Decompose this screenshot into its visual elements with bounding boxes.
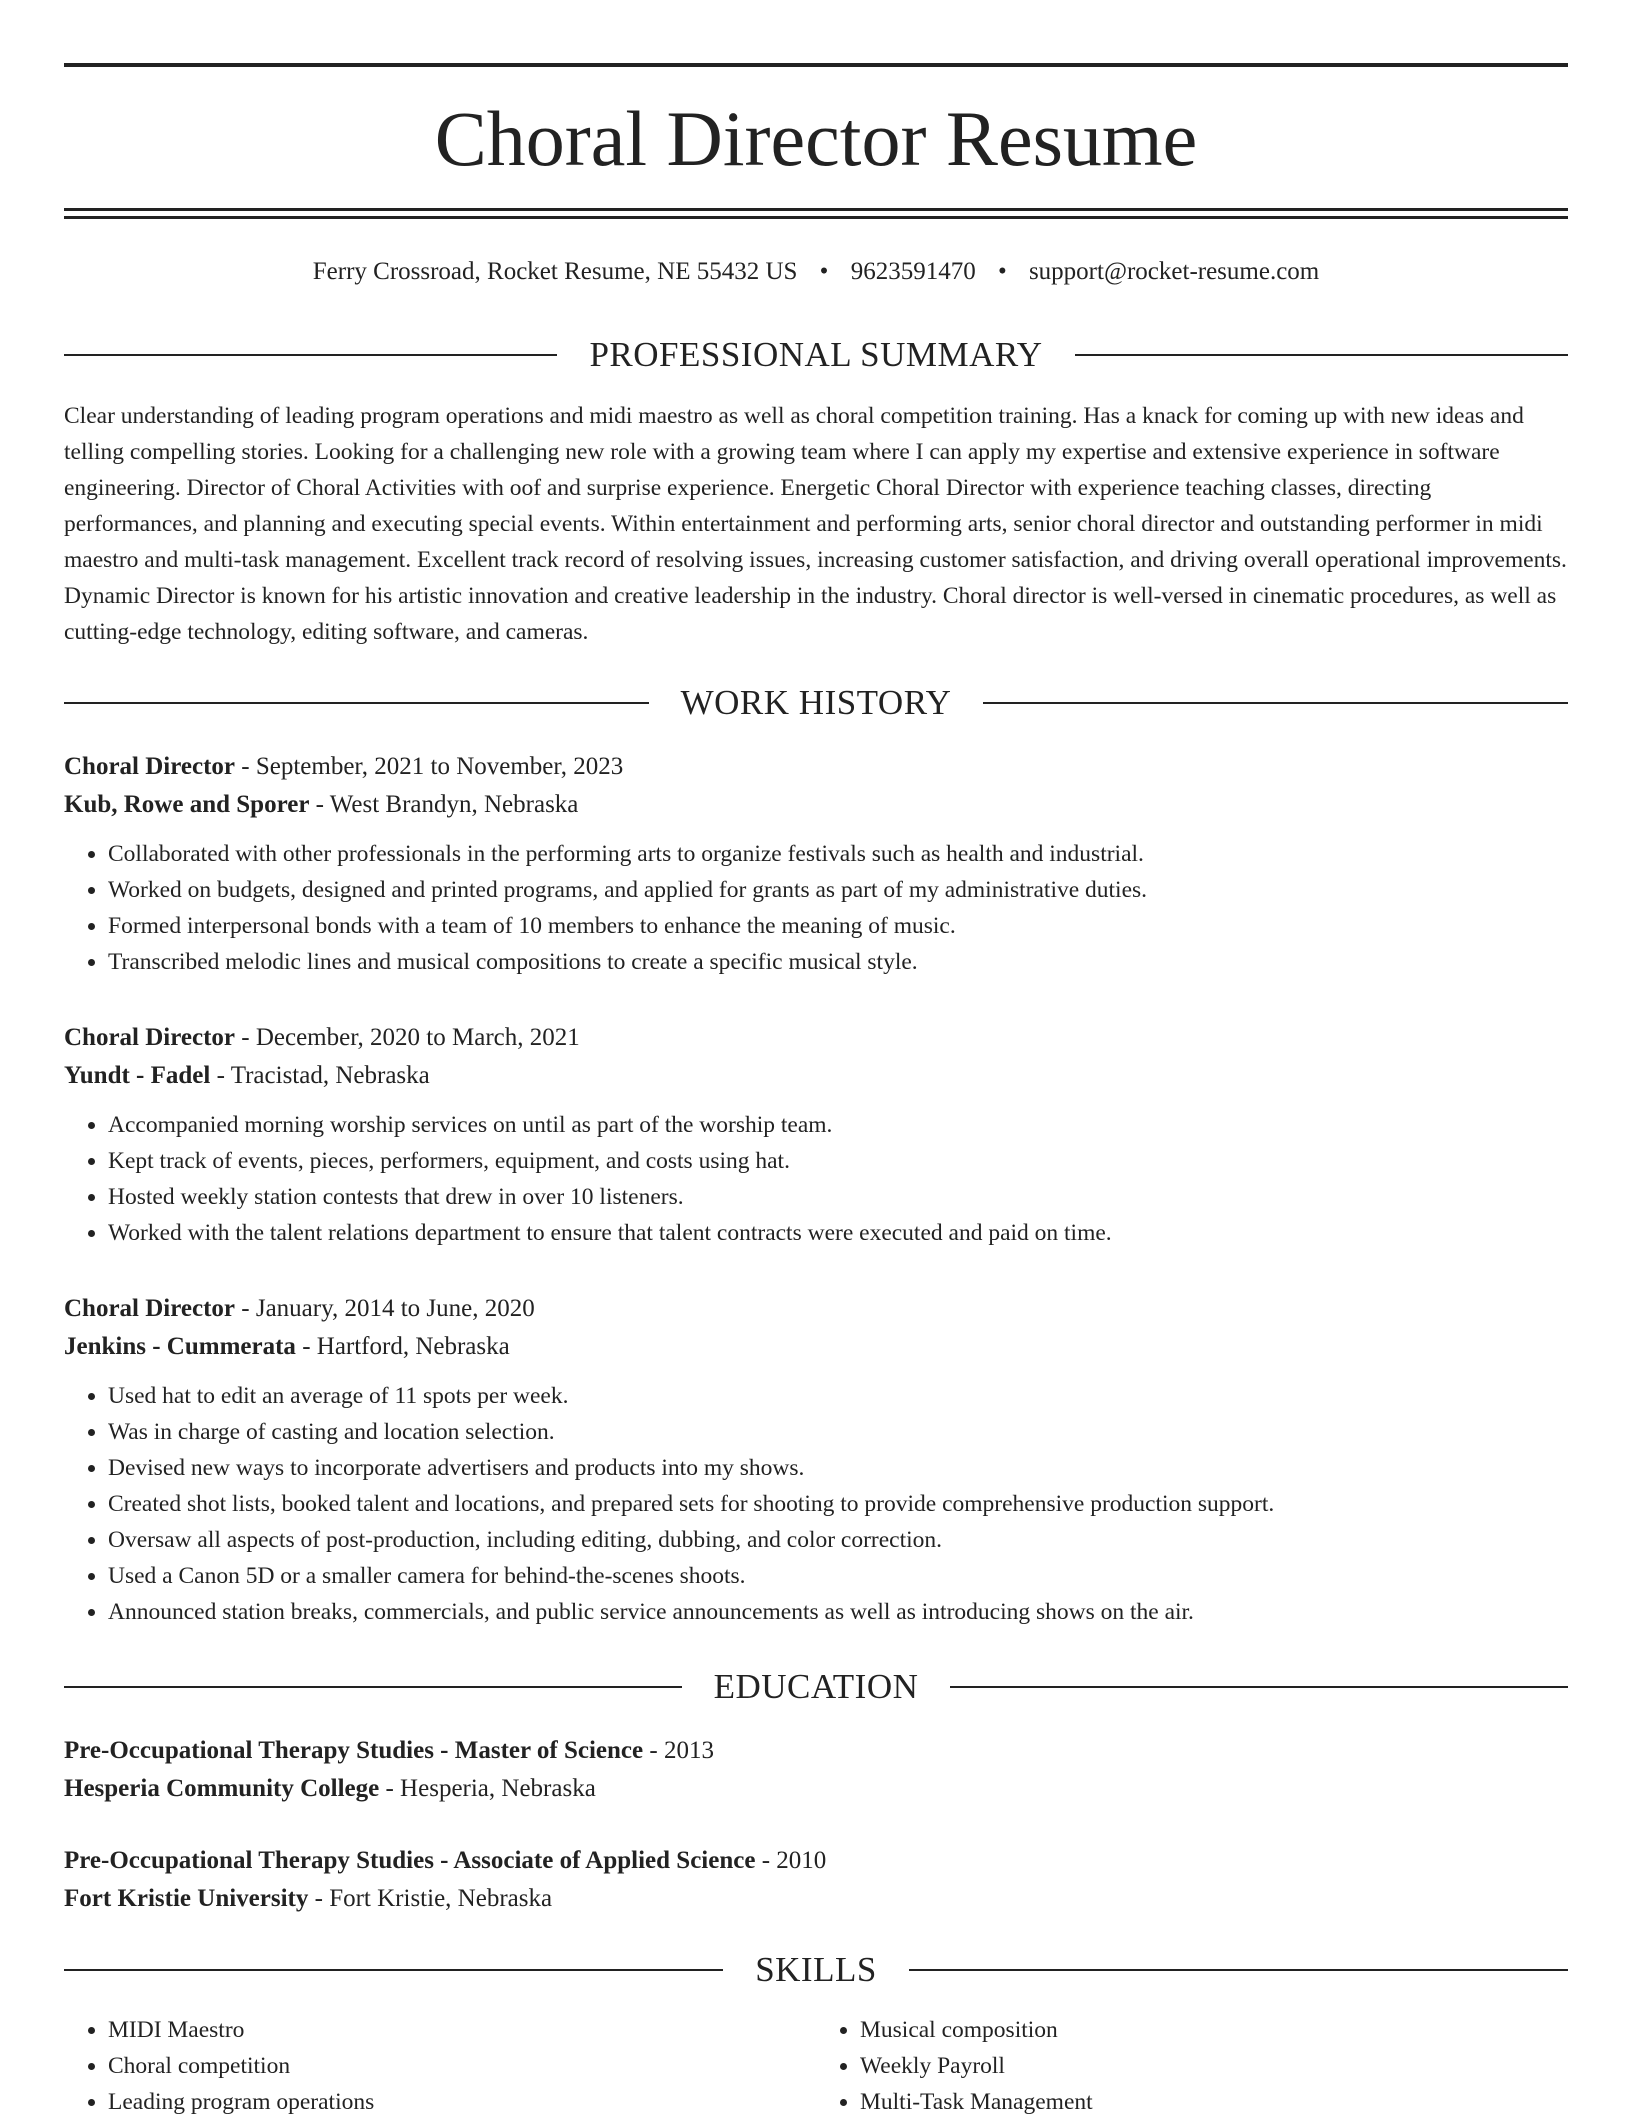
heading-rule <box>909 1969 1568 1971</box>
list-item: • Used a Canon 5D or a smaller camera for behind-the-scenes shoots. <box>108 1558 1568 1594</box>
job-company-line <box>64 1328 1568 1366</box>
double-rule <box>64 208 1568 219</box>
section-title: EDUCATION <box>713 1667 919 1706</box>
skills-column-right <box>816 2012 1568 2120</box>
education-degree-line <box>64 1732 1568 1770</box>
contact-address: Ferry Crossroad, Rocket Resume, NE 55432 US <box>312 258 798 285</box>
job-title-line <box>64 748 1568 786</box>
list-item: • Accompanied morning worship services on until as part of the worship team. <box>108 1107 1568 1143</box>
job-bullets <box>64 1107 1568 1251</box>
education-school-line <box>64 1770 1568 1808</box>
section-title: PROFESSIONAL SUMMARY <box>589 335 1043 374</box>
list-item: • Transcribed melodic lines and musical compositions to create a specific musical style. <box>108 944 1568 980</box>
job-company: Yundt - Fadel <box>64 1062 211 1089</box>
job-location: - West Brandyn, Nebraska <box>309 791 579 818</box>
education-year: - 2013 <box>643 1737 714 1764</box>
list-item: • Was in charge of casting and location selection. <box>108 1414 1568 1450</box>
list-item: • Used hat to edit an average of 11 spots per week. <box>108 1378 1568 1414</box>
contact-line <box>64 254 1568 290</box>
education-entry <box>64 1842 1568 1918</box>
contact-phone: 9623591470 <box>850 258 976 285</box>
skill-item: • Multi-Task Management <box>860 2084 1568 2120</box>
list-item: • Devised new ways to incorporate advertisers and products into my shows. <box>108 1450 1568 1486</box>
section-heading-skills <box>64 1948 1568 1992</box>
education-year: - 2010 <box>755 1847 827 1874</box>
job-role: Choral Director <box>64 753 236 780</box>
list-item: • Formed interpersonal bonds with a team of 10 members to enhance the meaning of music. <box>108 908 1568 944</box>
job-entry <box>64 748 1568 980</box>
skill-item: • Musical composition <box>860 2012 1568 2048</box>
section-title: SKILLS <box>755 1950 877 1989</box>
job-company-line <box>64 786 1568 824</box>
section-heading-summary <box>64 333 1568 377</box>
heading-rule <box>64 1969 723 1971</box>
list-item: • Collaborated with other professionals in the performing arts to organize festivals such as health and industrial. <box>108 836 1568 872</box>
contact-email: support@rocket-resume.com <box>1028 258 1320 285</box>
education-degree: Pre-Occupational Therapy Studies - Master of Science <box>64 1737 644 1764</box>
skills-list <box>64 2012 1568 2120</box>
contact-separator: • <box>997 258 1007 285</box>
heading-rule <box>1075 354 1568 356</box>
education-entry <box>64 1732 1568 1808</box>
skills-column-left <box>64 2012 816 2120</box>
skill-item: • Weekly Payroll <box>860 2048 1568 2084</box>
education-location: - Fort Kristie, Nebraska <box>308 1885 553 1912</box>
job-dates: - January, 2014 to June, 2020 <box>235 1295 535 1322</box>
list-item: • Worked on budgets, designed and printed programs, and applied for grants as part of my administrative duties. <box>108 872 1568 908</box>
heading-rule <box>983 702 1568 704</box>
summary-paragraph: Clear understanding of leading program operations and midi maestro as well as choral competition training. Has a knack for coming up with new ideas and telling compelling stories. Looking for a challenging new role with a growing team where I can apply my expertise and extensive experience in software engineering. Director of Choral Activities with oof and surprise experience. Energetic Choral Director with experience teaching classes, directing performances, and planning and executing special events. Within entertainment and performing arts, senior choral director and outstanding performer in midi maestro and multi-task management. Excellent track record of resolving issues, increasing customer satisfaction, and driving overall operational improvements. Dynamic Director is known for his artistic innovation and creative leadership in the industry. Choral director is well-versed in cinematic procedures, as well as cutting-edge technology, editing software, and cameras. <box>64 403 1567 645</box>
contact-separator: • <box>819 258 829 285</box>
education-school: Fort Kristie University <box>64 1885 309 1912</box>
job-entry <box>64 1019 1568 1251</box>
education-degree: Pre-Occupational Therapy Studies - Associate of Applied Science <box>64 1847 756 1874</box>
education-degree-line <box>64 1842 1568 1880</box>
heading-rule <box>64 1686 682 1688</box>
list-item: • Worked with the talent relations department to ensure that talent contracts were executed and paid on time. <box>108 1215 1568 1251</box>
job-dates: - December, 2020 to March, 2021 <box>235 1024 580 1051</box>
heading-rule <box>64 354 557 356</box>
list-item: • Oversaw all aspects of post-production, including editing, dubbing, and color correction. <box>108 1522 1568 1558</box>
skill-item: • Leading program operations <box>108 2084 816 2120</box>
resume-title: Choral Director Resume <box>434 95 1198 182</box>
job-role: Choral Director <box>64 1295 236 1322</box>
list-item: • Announced station breaks, commercials, and public service announcements as well as introducing shows on the air. <box>108 1594 1568 1630</box>
job-title-line <box>64 1019 1568 1057</box>
job-role: Choral Director <box>64 1024 236 1051</box>
job-company: Jenkins - Cummerata <box>64 1333 296 1360</box>
job-dates: - September, 2021 to November, 2023 <box>235 753 624 780</box>
skill-item: • Choral competition <box>108 2048 816 2084</box>
job-bullets <box>64 1378 1568 1630</box>
job-location: - Hartford, Nebraska <box>295 1333 510 1360</box>
job-company: Kub, Rowe and Sporer <box>64 791 310 818</box>
job-bullets <box>64 836 1568 980</box>
top-rule <box>64 63 1568 67</box>
education-school: Hesperia Community College <box>64 1775 380 1802</box>
education-school-line <box>64 1880 1568 1918</box>
section-title: WORK HISTORY <box>680 683 952 722</box>
section-heading-work <box>64 681 1568 725</box>
job-entry <box>64 1290 1568 1630</box>
job-title-line <box>64 1290 1568 1328</box>
education-location: - Hesperia, Nebraska <box>379 1775 596 1802</box>
list-item: • Created shot lists, booked talent and locations, and prepared sets for shooting to provide comprehensive production support. <box>108 1486 1568 1522</box>
job-location: - Tracistad, Nebraska <box>210 1062 430 1089</box>
job-company-line <box>64 1057 1568 1095</box>
skill-item: • MIDI Maestro <box>108 2012 816 2048</box>
section-heading-education <box>64 1665 1568 1709</box>
list-item: • Hosted weekly station contests that drew in over 10 listeners. <box>108 1179 1568 1215</box>
heading-rule <box>950 1686 1568 1688</box>
list-item: • Kept track of events, pieces, performers, equipment, and costs using hat. <box>108 1143 1568 1179</box>
heading-rule <box>64 702 649 704</box>
